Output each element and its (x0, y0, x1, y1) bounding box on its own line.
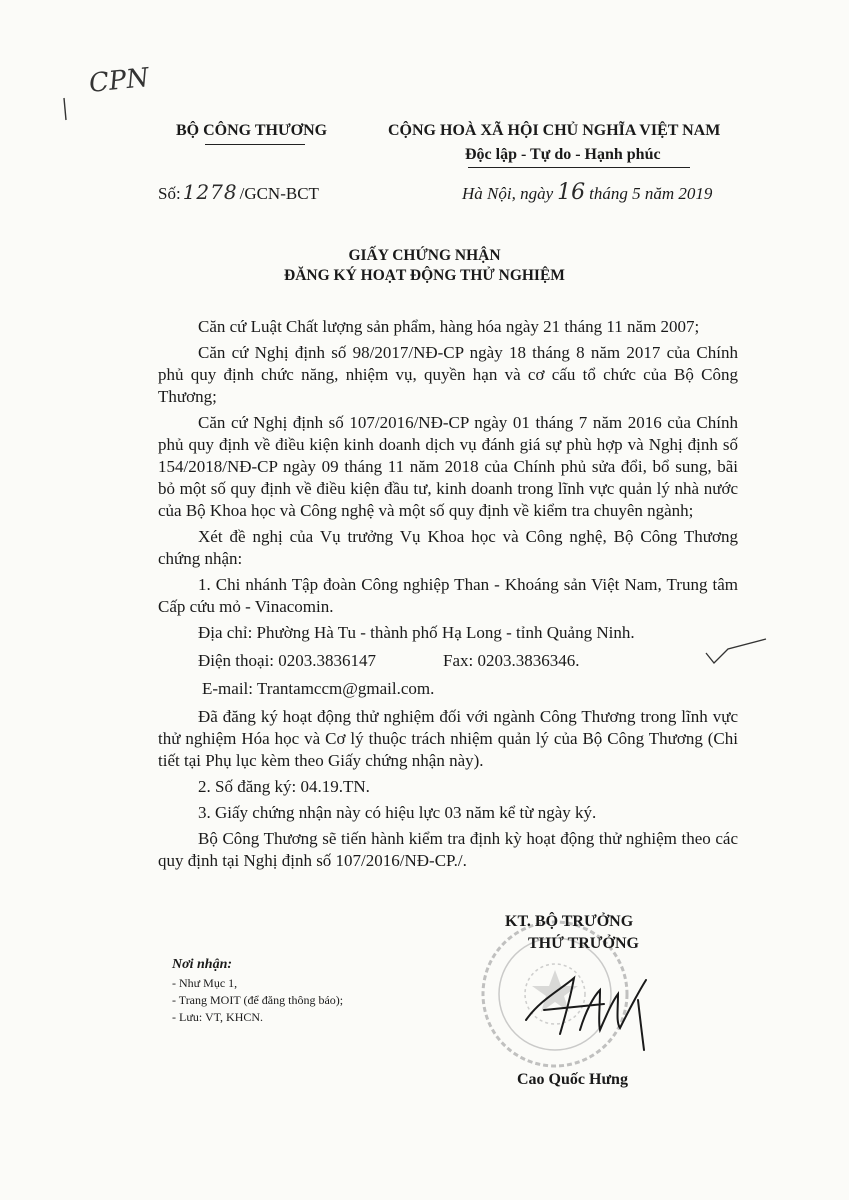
recipients-title: Nơi nhận: (172, 957, 233, 972)
national-motto: Độc lập - Tự do - Hạnh phúc (465, 146, 661, 163)
basis-paragraph-1: Căn cứ Luật Chất lượng sản phẩm, hàng hóa ngày 21 tháng 11 năm 2007; (198, 317, 700, 336)
signer-position: THỨ TRƯỞNG (528, 935, 639, 952)
date-prefix: Hà Nội, ngày (462, 184, 554, 203)
inspection-paragraph: Bộ Công Thương sẽ tiến hành kiểm tra định kỳ hoạt động thử nghiệm theo các quy định tại Nghị định số 107/2016/NĐ-CP./. (158, 829, 738, 870)
document-body (158, 316, 738, 876)
agency-underline (205, 144, 305, 145)
item-1-organization: 1. Chi nhánh Tập đoàn Công nghiệp Than - Khoáng sản Việt Nam, Trung tâm Cấp cứu mỏ - Vinacomin. (158, 575, 738, 616)
basis-paragraph-2: Căn cứ Nghị định số 98/2017/NĐ-CP ngày 18 tháng 8 năm 2017 của Chính phủ quy định chức năng, nhiệm vụ, quyền hạn và cơ cấu tổ chức của Bộ Công Thương; (158, 343, 738, 406)
recipient-item: - Như Mục 1, (172, 976, 238, 990)
handwritten-margin-note (60, 58, 180, 128)
document-title: GIẤY CHỨNG NHẬN (348, 247, 501, 264)
doc-number-suffix: /GCN-BCT (239, 184, 319, 203)
signer-authority: KT. BỘ TRƯỞNG (505, 913, 634, 930)
issuing-agency: BỘ CÔNG THƯƠNG (176, 122, 328, 139)
doc-number-handwritten: 1278 (182, 180, 238, 204)
handwritten-check-mark (700, 637, 770, 667)
registration-scope: Đã đăng ký hoạt động thử nghiệm đối với ngành Công Thương trong lĩnh vực thử nghiệm Hóa học và Cơ lý thuộc trách nhiệm quản lý của Bộ Công Thương (Chi tiết tại Phụ lục kèm theo Giấy chứng nhận này). (158, 707, 738, 770)
doc-number-prefix: Số: (158, 184, 181, 203)
organization-email: E-mail: Trantamccm@gmail.com. (202, 679, 435, 698)
item-3-validity: 3. Giấy chứng nhận này có hiệu lực 03 năm kể từ ngày ký. (198, 803, 597, 822)
margin-note-text: CPN (87, 62, 151, 99)
document-number (158, 180, 319, 204)
basis-paragraph-3: Căn cứ Nghị định số 107/2016/NĐ-CP ngày 01 tháng 7 năm 2016 của Chính phủ quy định về điều kiện kinh doanh dịch vụ đánh giá sự phù hợp và Nghị định số 154/2018/NĐ-CP ngày 09 tháng 11 năm 2018 của Chính phủ sửa đổi, bổ sung, bãi bỏ một số quy định về điều kiện đầu tư, kinh doanh trong lĩnh vực quản lý nhà nước của Bộ Khoa học và Công nghệ và một số quy định về kiểm tra chuyên ngành; (158, 413, 738, 520)
issue-date (462, 180, 712, 205)
signer-name: Cao Quốc Hưng (517, 1071, 628, 1088)
national-title: CỘNG HOÀ XÃ HỘI CHỦ NGHĨA VIỆT NAM (388, 122, 721, 139)
date-suffix: tháng 5 năm 2019 (589, 184, 713, 203)
organization-fax: Fax: 0203.3836346. (443, 651, 580, 670)
recipient-item: - Trang MOIT (để đăng thông báo); (172, 993, 344, 1007)
handwritten-signature (520, 960, 680, 1055)
recipient-item: - Lưu: VT, KHCN. (172, 1010, 264, 1024)
proposal-paragraph: Xét đề nghị của Vụ trưởng Vụ Khoa học và Công nghệ, Bộ Công Thương chứng nhận: (158, 527, 738, 568)
organization-phone: Điện thoại: 0203.3836147 (198, 651, 377, 670)
date-day-handwritten: 16 (557, 180, 586, 205)
document-subtitle: ĐĂNG KÝ HOẠT ĐỘNG THỬ NGHIỆM (284, 267, 565, 284)
motto-underline (468, 167, 690, 168)
contact-row (158, 650, 738, 672)
organization-address: Địa chỉ: Phường Hà Tu - thành phố Hạ Long - tỉnh Quảng Ninh. (198, 623, 635, 642)
item-2-registration-number: 2. Số đăng ký: 04.19.TN. (198, 777, 370, 796)
